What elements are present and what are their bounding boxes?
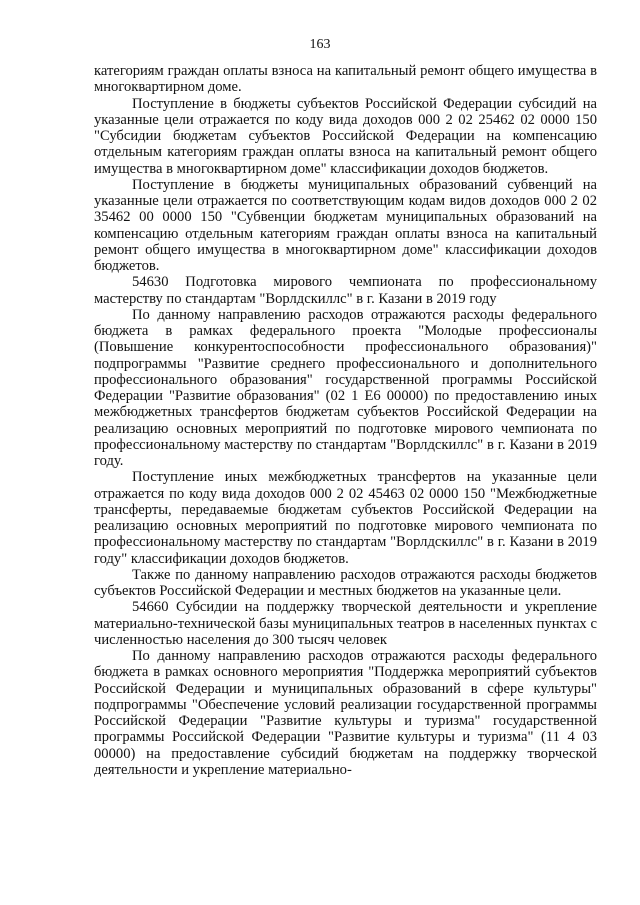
page-number: 163 (309, 37, 331, 52)
paragraph-54630-expenses: По данному направлению расходов отражаются расходы федерального бюджета в рамках федерального проекта "Молодые профессионалы (Повышение конкурентоспособности профессионального образования)" подпрограммы "Развитие среднего профессионального и дополнительного профессионального образования" государственной программы Российской Федерации "Развитие образования" (02 1 E6 00000) по предоставлению иных межбюджетных трансфертов бюджетам субъектов Российской Федерации на реализацию основных мероприятий по подготовке мирового чемпионата по профессиональному мастерству по стандартам "Ворлдскиллс" в г. Казани в 2019 году. (94, 306, 597, 469)
paragraph-continuation: категориям граждан оплаты взноса на капитальный ремонт общего имущества в многоквартирном доме. (94, 63, 597, 96)
paragraph-subsidies-income: Поступление в бюджеты субъектов Российской Федерации субсидий на указанные цели отражается по коду вида доходов 000 2 02 25462 02 0000 150 "Субсидии бюджетам субъектов Российской Федерации на компенсацию отдельным категориям граждан оплаты взноса на капитальный ремонт общего имущества в многоквартирном доме" классификации доходов бюджетов. (94, 95, 597, 177)
paragraph-subventions-income: Поступление в бюджеты муниципальных образований субвенций на указанные цели отражается по соответствующим кодам видов доходов 000 2 02 35462 00 0000 150 "Субвенции бюджетам муниципальных образований на компенсацию отдельным категориям граждан оплаты взноса на капитальный ремонт общего имущества в многоквартирном доме" классификации доходов бюджетов. (94, 176, 597, 274)
paragraph-54660-expenses: По данному направлению расходов отражаются расходы федерального бюджета в рамках основного мероприятия "Поддержка мероприятий субъектов Российской Федерации и муниципальных образований в сфере культуры" подпрограммы "Обеспечение условий реализации государственной программы Российской Федерации "Развитие культуры и туризма" государственной программы Российской Федерации "Развитие культуры и туризма" (11 4 03 00000) на предоставление субсидий бюджетам на поддержку творческой деятельности и укрепление материально- (94, 648, 597, 778)
section-heading-54660: 54660 Субсидии на поддержку творческой деятельности и укрепление материально-технической базы муниципальных театров в населенных пунктах с численностью населения до 300 тысяч человек (94, 599, 597, 648)
paragraph-54630-income: Поступление иных межбюджетных трансфертов на указанные цели отражается по коду вида доходов 000 2 02 45463 02 0000 150 "Межбюджетные трансферты, передаваемые бюджетам субъектов Российской Федерации на реализацию основных мероприятий по подготовке мирового чемпионата по профессиональному мастерству по стандартам "Ворлдскиллс" в г. Казани в 2019 году" классификации доходов бюджетов. (94, 469, 597, 567)
document-body (94, 63, 597, 778)
section-heading-54630: 54630 Подготовка мирового чемпионата по профессиональному мастерству по стандартам "Ворлдскиллс" в г. Казани в 2019 году (94, 274, 597, 307)
paragraph-54630-regional: Также по данному направлению расходов отражаются расходы бюджетов субъектов Российской Федерации и местных бюджетов на указанные цели. (94, 566, 597, 599)
